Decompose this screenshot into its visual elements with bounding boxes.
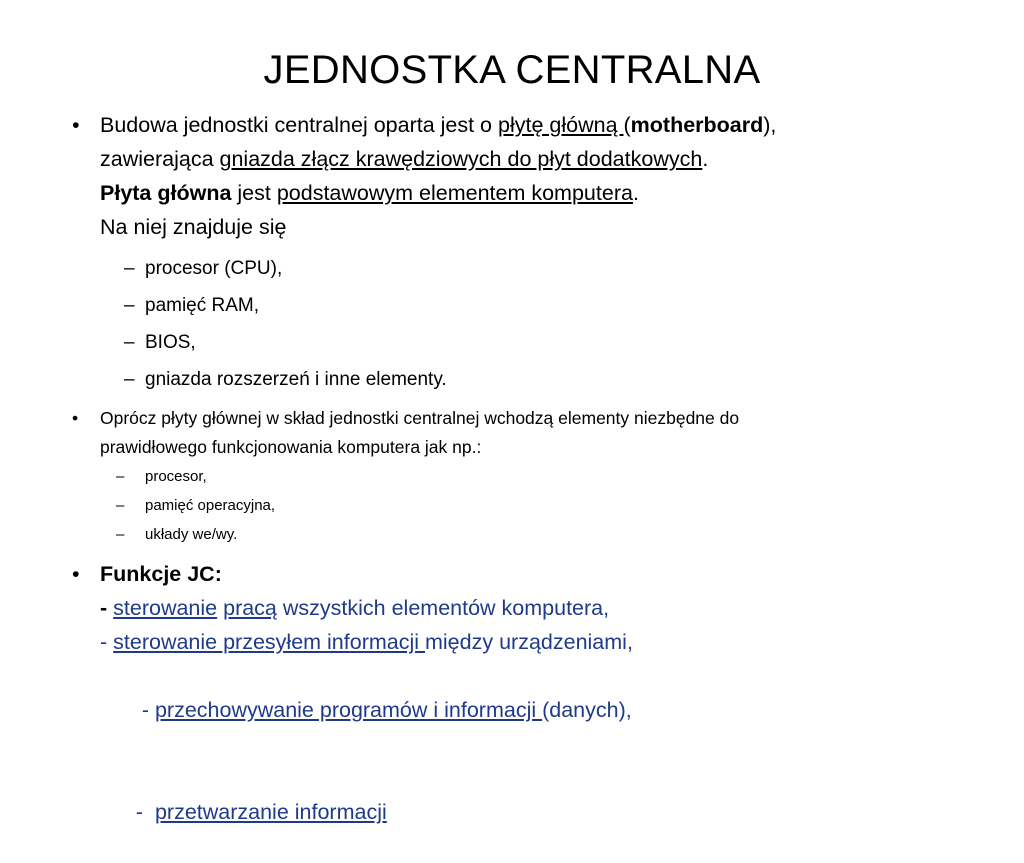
function-row: - sterowanie pracą wszystkich elementów komputera,	[100, 596, 610, 620]
function-row: - sterowanie przesyłem informacji między urządzeniami,	[100, 630, 633, 654]
slide-content	[72, 108, 972, 863]
function-row: - przechowywanie programów i informacji (danych),	[135, 698, 632, 722]
list-item: – BIOS,	[72, 324, 972, 361]
link-sterowanie[interactable]: sterowanie	[113, 596, 218, 620]
functions-heading: • Funkcje JC:	[100, 562, 222, 586]
bullet-line: Na niej znajduje się	[100, 215, 287, 239]
bold-term: Płyta główna	[100, 181, 232, 205]
list-item: – gniazda rozszerzeń i inne elementy.	[72, 361, 972, 398]
underlined-term: gniazda złącz krawędziowych do płyt dodatkowych	[219, 147, 703, 171]
underlined-term: podstawowym elementem komputera	[276, 181, 633, 205]
bullet-line: • Budowa jednostki centralnej oparta jest o płytę główną (motherboard),	[100, 113, 777, 137]
underlined-term: płytę główną	[498, 113, 624, 137]
bullet-functions	[72, 557, 972, 863]
bullet-line: zawierająca gniazda złącz krawędziowych do płyt dodatkowych.	[100, 147, 709, 171]
list-item: – układy we/wy.	[72, 520, 972, 549]
bullet-motherboard	[72, 108, 972, 244]
function-row: - przetwarzanie informacji	[135, 800, 387, 824]
list-item: – procesor (CPU),	[72, 250, 972, 287]
bullet-other-elements: • Oprócz płyty głównej w skład jednostki centralnej wchodzą elementy niezbędne do prawidłowego funkcjonowania komputera jak np.:	[72, 404, 972, 462]
list-item: – pamięć operacyjna,	[72, 491, 972, 520]
link-praca[interactable]: pracą	[223, 596, 277, 620]
bullet-line: Płyta główna jest podstawowym elementem komputera.	[100, 181, 639, 205]
list-item: – pamięć RAM,	[72, 287, 972, 324]
slide-title: JEDNOSTKA CENTRALNA	[263, 48, 761, 92]
list-item: – procesor,	[72, 462, 972, 491]
link-przetwarzanie[interactable]: przetwarzanie informacji	[154, 800, 387, 824]
link-sterowanie-przesylem[interactable]: sterowanie przesyłem informacji	[113, 630, 425, 654]
link-przechowywanie[interactable]: przechowywanie programów i informacji	[154, 698, 543, 722]
bold-term: motherboard	[630, 113, 764, 137]
